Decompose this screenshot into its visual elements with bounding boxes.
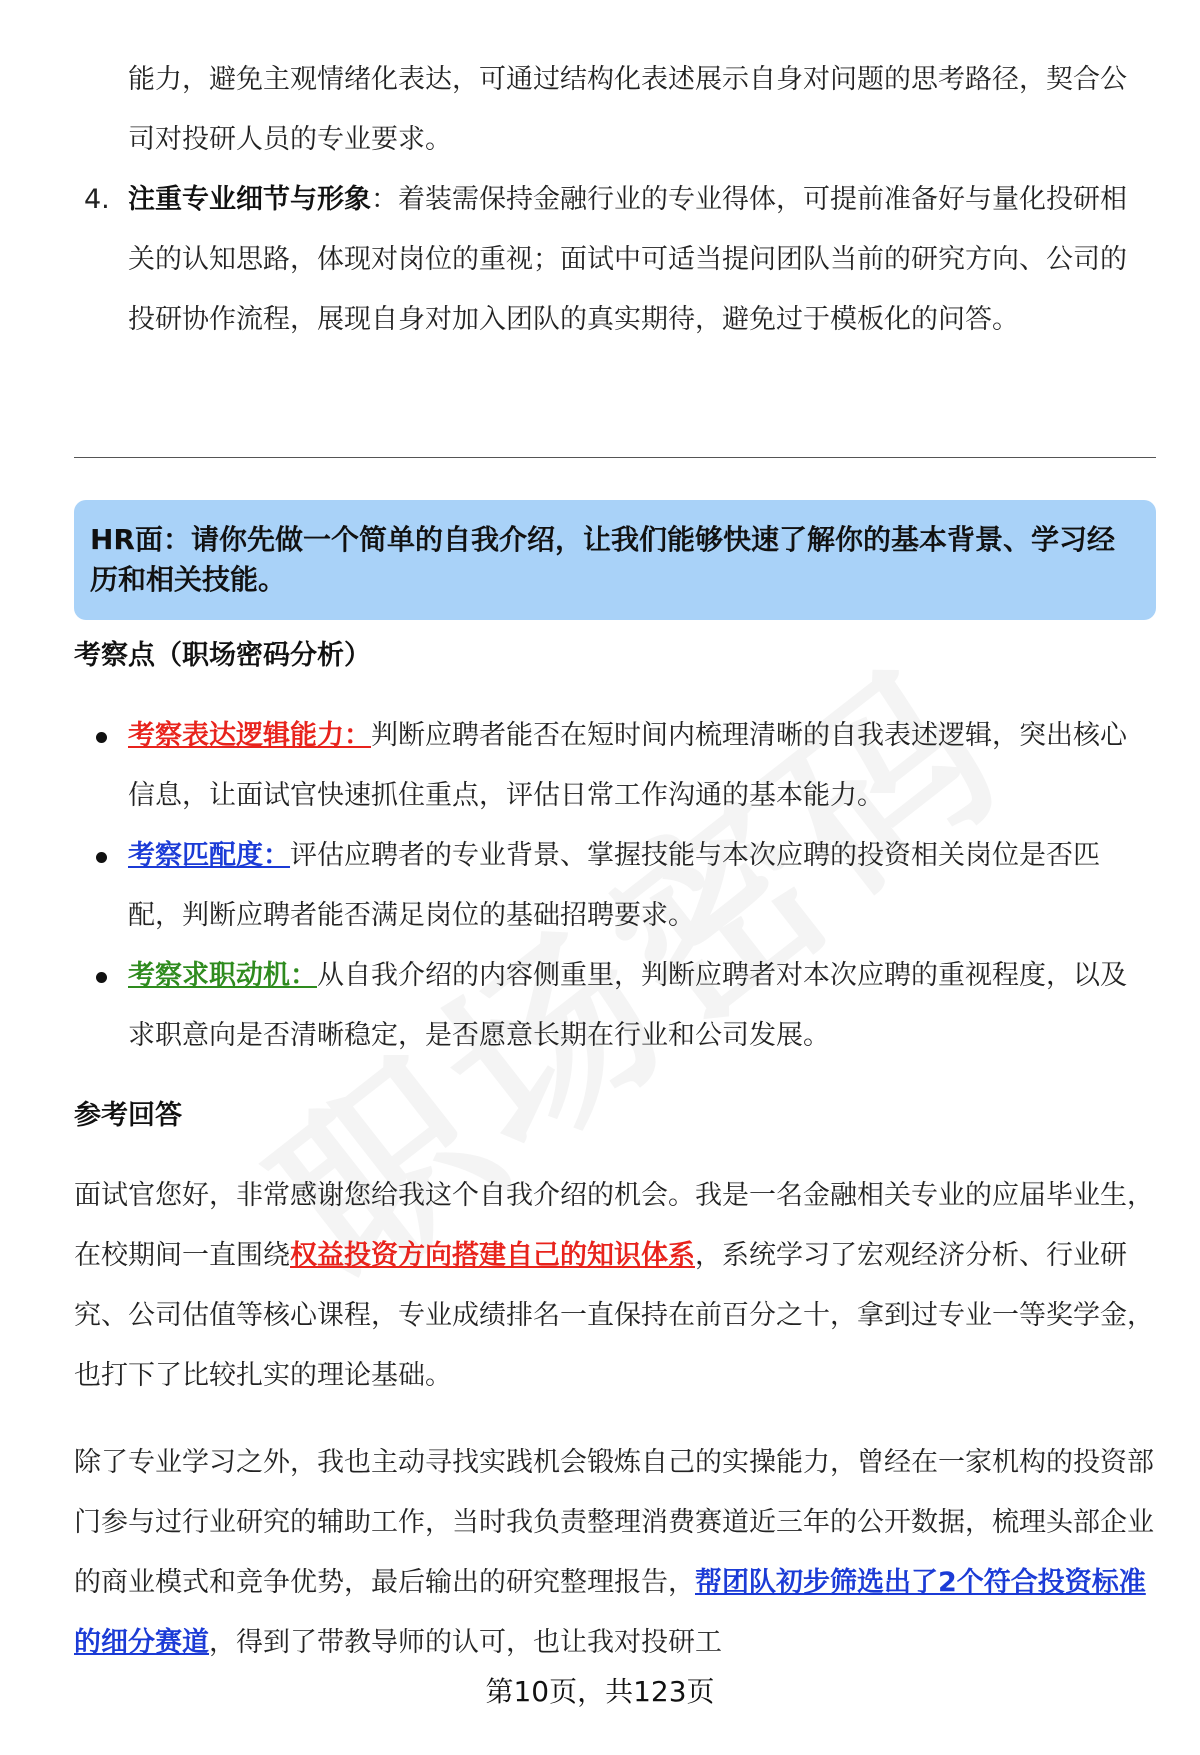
answer-p2-highlight: 帮团队初步筛选出了2个符合投资标准的细分赛道 — [74, 1567, 1146, 1658]
bullet-dot — [96, 852, 107, 863]
list-item-title: 注重专业细节与形象 — [128, 184, 371, 215]
examine-heading: 考察点（职场密码分析） — [74, 640, 371, 671]
list-item-4 — [84, 170, 1148, 350]
bullet-dot — [96, 972, 107, 983]
section-divider — [74, 457, 1156, 458]
answer-p1-after: ，系统学习了宏观经济分析、行业研究、公司估值等核心课程，专业成绩排名一直保持在前百分之十，拿到过专业一等奖学金，也打下了比较扎实的理论基础。 — [74, 1240, 1154, 1391]
page-number: 第10页，共123页 — [485, 1675, 715, 1708]
examine-item-match — [96, 826, 1148, 946]
answer-paragraph-2 — [74, 1433, 1156, 1673]
examine-label-logic: 考察表达逻辑能力： — [128, 720, 371, 751]
examine-text-motive: 从自我介绍的内容侧重里，判断应聘者对本次应聘的重视程度，以及求职意向是否清晰稳定，是否愿意长期在行业和公司发展。 — [128, 960, 1127, 1051]
answer-heading: 参考回答 — [74, 1100, 182, 1131]
examine-text-match: 评估应聘者的专业背景、掌握技能与本次应聘的投资相关岗位是否匹配，判断应聘者能否满足岗位的基础招聘要求。 — [128, 840, 1100, 931]
examine-label-motive: 考察求职动机： — [128, 960, 317, 991]
answer-p1-before: 面试官您好，非常感谢您给我这个自我介绍的机会。我是一名金融相关专业的应届毕业生，在校期间一直围绕 — [74, 1180, 1154, 1271]
examine-item-motive — [96, 946, 1148, 1066]
answer-p1-highlight: 权益投资方向搭建自己的知识体系 — [290, 1240, 695, 1271]
question-text: HR面：请你先做一个简单的自我介绍，让我们能够快速了解你的基本背景、学习经历和相关技能。 — [90, 523, 1115, 596]
list-item-text: ：着装需保持金融行业的专业得体，可提前准备好与量化投研相关的认知思路，体现对岗位的重视；面试中可适当提问团队当前的研究方向、公司的投研协作流程，展现自身对加入团队的真实期待，避免过于模板化的问答。 — [128, 184, 1127, 335]
examine-item-body — [128, 946, 1148, 1066]
list-item-body — [128, 170, 1148, 350]
continuation-paragraph — [128, 50, 1148, 170]
answer-p2-before: 除了专业学习之外，我也主动寻找实践机会锻炼自己的实操能力，曾经在一家机构的投资部门参与过行业研究的辅助工作，当时我负责整理消费赛道近三年的公开数据，梳理头部企业的商业模式和竞争优势，最后输出的研究整理报告， — [74, 1447, 1154, 1598]
examine-label-match: 考察匹配度： — [128, 840, 290, 871]
examine-item-logic — [96, 706, 1148, 826]
answer-paragraph-1 — [74, 1166, 1156, 1406]
question-box — [74, 500, 1156, 620]
examine-text-logic: 判断应聘者能否在短时间内梳理清晰的自我表述逻辑，突出核心信息，让面试官快速抓住重点，评估日常工作沟通的基本能力。 — [128, 720, 1127, 811]
list-number: 4. — [84, 184, 110, 215]
continuation-text: 能力，避免主观情绪化表达，可通过结构化表述展示自身对问题的思考路径，契合公司对投研人员的专业要求。 — [128, 64, 1127, 155]
examine-item-body — [128, 706, 1148, 826]
examine-item-body — [128, 826, 1148, 946]
bullet-dot — [96, 732, 107, 743]
answer-p2-after: ，得到了带教导师的认可，也让我对投研工 — [209, 1627, 722, 1658]
